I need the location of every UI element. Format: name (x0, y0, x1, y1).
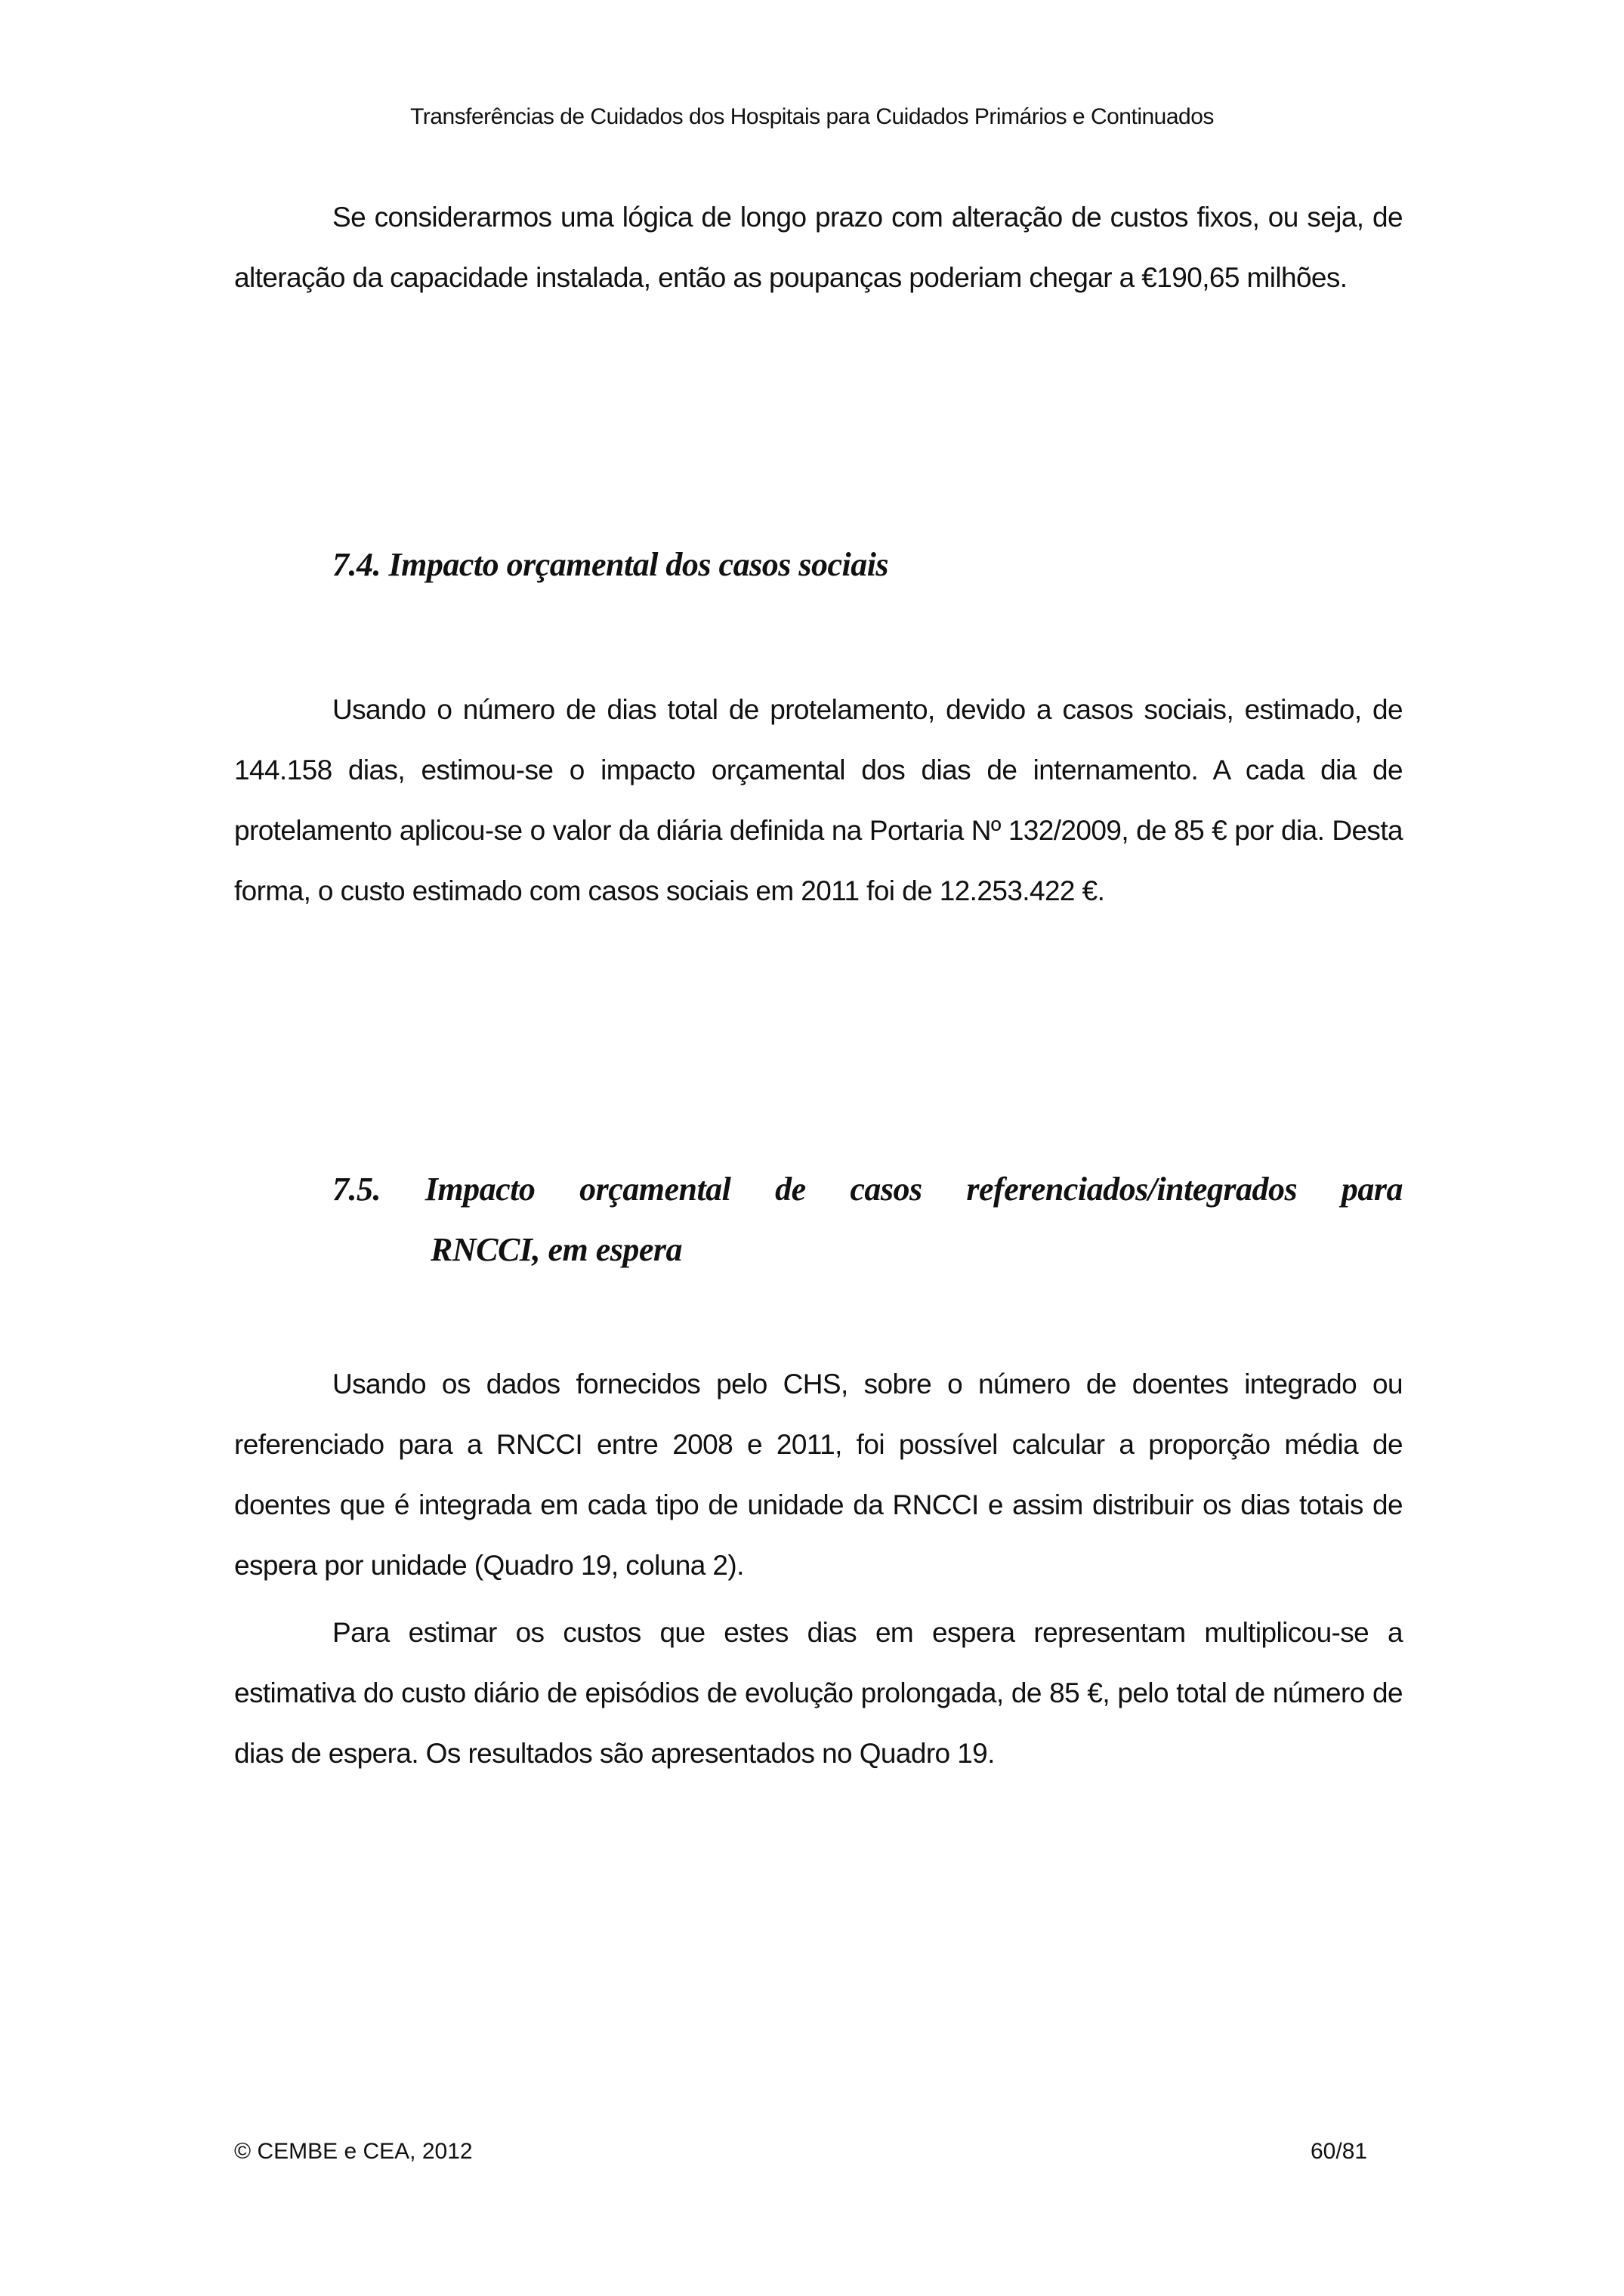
paragraph-rncci-data (234, 1354, 1403, 1596)
section-heading-7-4: 7.4. Impacto orçamental dos casos sociais (332, 546, 889, 583)
paragraph-social-cases (234, 680, 1403, 921)
paragraph-text: Usando o número de dias total de protelamento, devido a casos sociais, estimado, de 144.158 dias, estimou-se o impacto orçamental dos dias de internamento. A cada dia de protelamento aplicou-se o valor da diária definida na Portaria Nº 132/2009, de 85 € por dia. Desta forma, o custo estimado com casos sociais em 2011 foi de 12.253.422 €. (234, 694, 1403, 906)
footer-copyright: © CEMBE e CEA, 2012 (234, 2139, 473, 2164)
footer-page-number: 60/81 (1311, 2139, 1368, 2164)
paragraph-text: Para estimar os custos que estes dias em espera representam multiplicou-se a estimativa do custo diário de episódios de evolução prolongada, de 85 €, pelo total de número de dias de espera. Os resultados são apresentados no Quadro 19. (234, 1617, 1403, 1769)
running-header: Transferências de Cuidados dos Hospitais para Cuidados Primários e Continuados (410, 104, 1214, 129)
paragraph-text: Se considerarmos uma lógica de longo prazo com alteração de custos fixos, ou seja, de alteração da capacidade instalada, então as poupanças poderiam chegar a €190,65 milhões. (234, 202, 1403, 293)
section-heading-line-2: RNCCI, em espera (431, 1231, 682, 1268)
paragraph-long-term-savings (234, 187, 1403, 308)
paragraph-text: Usando os dados fornecidos pelo CHS, sobre o número de doentes integrado ou referenciado para a RNCCI entre 2008 e 2011, foi possível calcular a proporção média de doentes que é integrada em cada tipo de unidade da RNCCI e assim distribuir os dias totais de espera por unidade (Quadro 19, coluna 2). (234, 1369, 1403, 1581)
section-heading-7-5 (332, 1159, 1403, 1280)
section-heading-line-1: 7.5. Impacto orçamental de casos referenciados/integrados para (332, 1171, 1403, 1208)
paragraph-waiting-costs (234, 1603, 1403, 1784)
